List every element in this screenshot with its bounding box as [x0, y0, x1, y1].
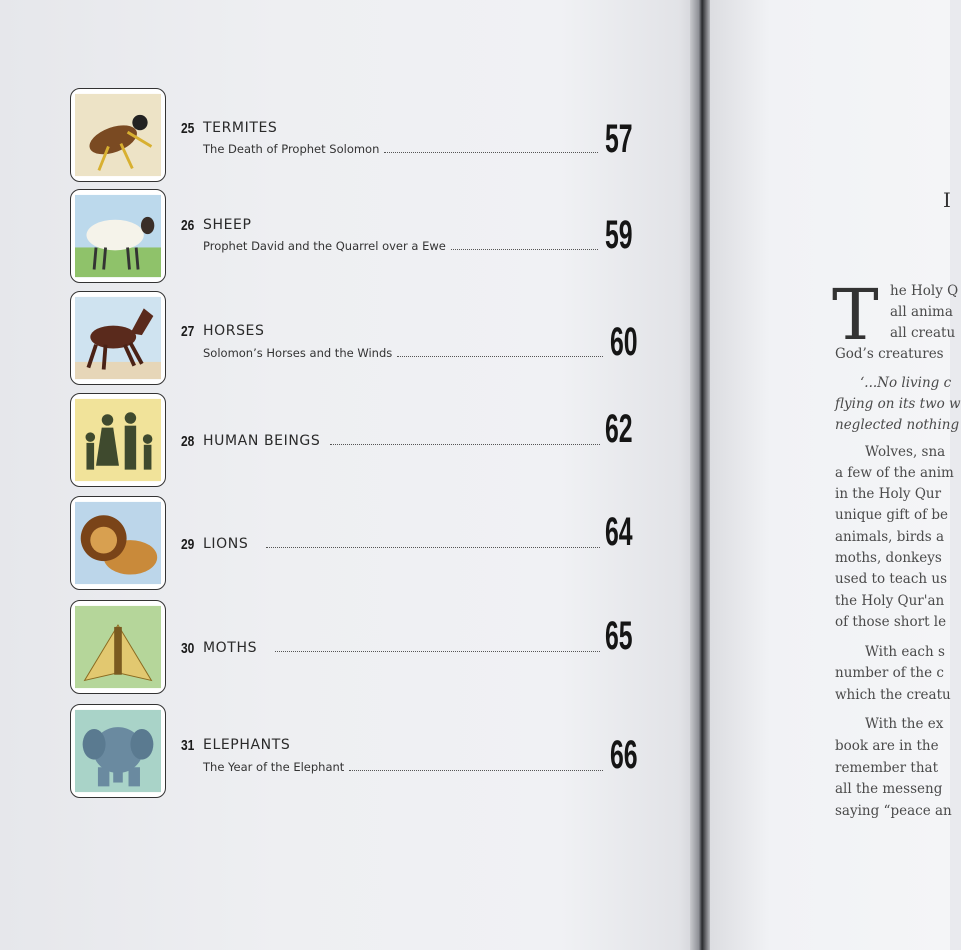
body-text-line: the Holy Qur'an [835, 593, 945, 609]
body-text-line: unique gift of be [835, 507, 949, 523]
body-text-line: animals, birds a [835, 529, 945, 545]
lion-icon [70, 496, 166, 590]
right-page-introduction [710, 0, 961, 950]
body-text-line: which the creatu [835, 687, 951, 703]
dot-leader [349, 762, 603, 771]
chapter-title: ELEPHANTS [203, 737, 291, 753]
chapter-subtitle [203, 346, 603, 360]
toc-entry-human-beings[interactable] [70, 393, 650, 489]
body-text-line: all the messeng [835, 781, 943, 797]
drop-cap: T [832, 274, 879, 356]
body-text-line: With the ex [865, 716, 944, 732]
chapter-title: SHEEP [203, 217, 252, 233]
page-heading: I [943, 188, 951, 212]
chapter-title: HORSES [203, 323, 265, 339]
chapter-title: LIONS [203, 536, 249, 552]
subtitle-text: Solomon’s Horses and the Winds [203, 346, 393, 360]
body-text-line: With each s [865, 644, 945, 660]
chapter-number: 25 [181, 120, 195, 137]
body-text-line: of those short le [835, 614, 947, 630]
chapter-number: 26 [181, 217, 195, 234]
body-text-line: used to teach us [835, 571, 948, 587]
page-number: 60 [610, 320, 638, 364]
page-number: 59 [605, 213, 633, 257]
toc-entry-lions[interactable] [70, 496, 650, 592]
body-text-line: remember that [835, 760, 939, 776]
body-text-line: neglected nothing [835, 417, 960, 433]
body-text-line: God’s creatures [835, 346, 944, 362]
chapter-title-row [203, 640, 600, 656]
chapter-title-row [203, 433, 600, 449]
chapter-subtitle [203, 239, 598, 253]
elephant-icon [70, 704, 166, 798]
book-gutter [690, 0, 712, 950]
page-number: 65 [605, 614, 633, 658]
page-number: 57 [605, 117, 633, 161]
body-text-line: ‘...No living c [860, 375, 952, 391]
body-text-line: moths, donkeys [835, 550, 942, 566]
family-icon [70, 393, 166, 487]
dot-leader [384, 144, 598, 153]
chapter-title-row [203, 536, 600, 552]
chapter-subtitle [203, 760, 603, 774]
subtitle-text: The Death of Prophet Solomon [203, 142, 380, 156]
chapter-number: 31 [181, 737, 195, 754]
toc-entry-termites[interactable] [70, 88, 650, 184]
chapter-number: 28 [181, 433, 195, 450]
dot-leader [451, 241, 598, 250]
dot-leader [397, 348, 603, 357]
page-number: 62 [605, 407, 633, 451]
body-text-line: all anima [890, 304, 953, 320]
body-text-line: book are in the [835, 738, 939, 754]
dot-leader [266, 539, 600, 548]
toc-entry-horses[interactable] [70, 291, 650, 387]
subtitle-text: The Year of the Elephant [203, 760, 345, 774]
body-text-line: number of the c [835, 665, 944, 681]
body-text-line: he Holy Q [890, 283, 959, 299]
body-text-line: saying “peace an [835, 803, 952, 819]
body-text-line: all creatu [890, 325, 956, 341]
toc-entry-elephants[interactable] [70, 704, 650, 800]
subtitle-text: Prophet David and the Quarrel over a Ewe [203, 239, 446, 253]
chapter-title: MOTHS [203, 640, 258, 656]
chapter-number: 29 [181, 536, 195, 553]
body-text-line: in the Holy Qur [835, 486, 942, 502]
dot-leader [275, 643, 600, 652]
toc-entry-sheep[interactable] [70, 189, 650, 285]
page-number: 64 [605, 510, 633, 554]
termite-icon [70, 88, 166, 182]
chapter-title: TERMITES [203, 120, 278, 136]
body-text-line: Wolves, sna [865, 444, 946, 460]
moth-icon [70, 600, 166, 694]
body-text-line: flying on its two w [835, 396, 961, 412]
chapter-number: 27 [181, 323, 195, 340]
horse-icon [70, 291, 166, 385]
sheep-icon [70, 189, 166, 283]
chapter-number: 30 [181, 640, 195, 657]
toc-entry-moths[interactable] [70, 600, 650, 696]
chapter-title: HUMAN BEINGS [203, 433, 321, 449]
body-text-line: a few of the anim [835, 465, 954, 481]
dot-leader [330, 436, 600, 445]
page-number: 66 [610, 733, 638, 777]
chapter-subtitle [203, 142, 598, 156]
